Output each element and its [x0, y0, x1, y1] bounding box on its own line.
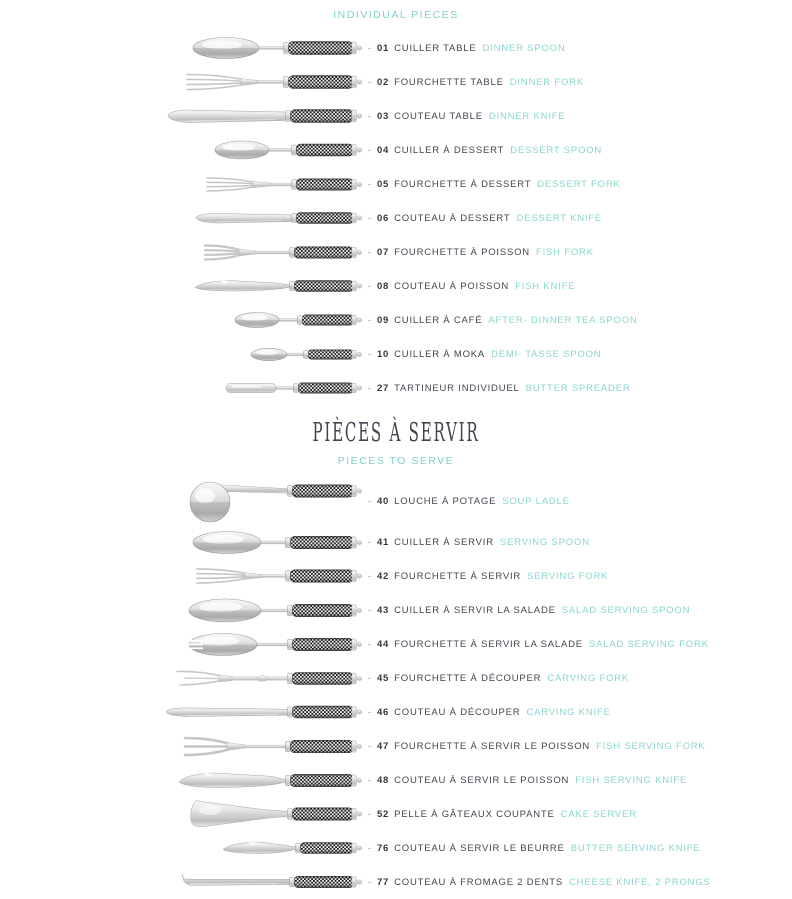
fish-serving-knife-icon	[0, 770, 368, 791]
product-name-en: SALAD SERVING FORK	[588, 638, 709, 650]
product-row	[0, 593, 792, 627]
dessert-knife-icon	[0, 210, 368, 226]
product-code: 52	[376, 808, 390, 820]
product-name-fr: COUTEAU À FROMAGE 2 DENTS	[394, 876, 563, 888]
carving-knife-icon	[0, 704, 368, 720]
serving-fork-icon	[0, 564, 368, 588]
product-row	[0, 865, 792, 899]
product-name-fr: CUILLER À SERVIR LA SALADE	[394, 604, 556, 616]
product-name-en: CARVING KNIFE	[526, 706, 611, 718]
dessert-fork-icon	[0, 173, 368, 196]
product-code: 40	[376, 496, 390, 507]
bullet-dash: -	[368, 42, 372, 54]
product-row	[0, 729, 792, 763]
individual-pieces-list	[0, 31, 792, 405]
section-individual-pieces	[0, 8, 792, 405]
product-name-fr: PELLE À GÂTEAUX COUPANTE	[394, 808, 555, 820]
bullet-dash: -	[368, 314, 372, 326]
product-name-fr: FOURCHETTE À SERVIR LE POISSON	[394, 740, 591, 752]
product-row	[0, 235, 792, 269]
product-row	[0, 133, 792, 167]
product-name-en: DESSERT FORK	[537, 178, 621, 190]
product-row	[0, 831, 792, 865]
product-name-en: AFTER- DINNER TEA SPOON	[488, 314, 638, 326]
product-row	[0, 478, 792, 525]
product-row	[0, 763, 792, 797]
bullet-dash: -	[368, 76, 372, 88]
product-row	[0, 559, 792, 593]
section-subtitle: INDIVIDUAL PIECES	[333, 9, 459, 21]
product-code: 27	[376, 382, 390, 394]
product-row	[0, 65, 792, 99]
bullet-dash: -	[368, 536, 372, 548]
product-name-en: SERVING SPOON	[499, 536, 590, 548]
dinner-spoon-icon	[0, 33, 368, 63]
product-code: 05	[376, 178, 390, 190]
product-name-en: DINNER SPOON	[482, 42, 566, 54]
bullet-dash: -	[368, 246, 372, 258]
product-name-fr: FOURCHETTE À SERVIR LA SALADE	[394, 638, 583, 650]
product-code: 10	[376, 348, 390, 360]
product-row	[0, 525, 792, 559]
soup-ladle-icon	[0, 480, 368, 524]
bullet-dash: -	[368, 638, 372, 650]
serving-pieces-list	[0, 478, 792, 899]
product-name-fr: FOURCHETTE À POISSON	[394, 246, 530, 258]
bullet-dash: -	[368, 280, 372, 292]
product-name-en: SERVING FORK	[527, 570, 609, 582]
product-name-fr: CUILLER À SERVIR	[394, 536, 494, 548]
section-subtitle: PIECES TO SERVE	[337, 455, 455, 467]
product-row	[0, 269, 792, 303]
product-code: 44	[376, 638, 390, 650]
bullet-dash: -	[368, 706, 372, 718]
product-row	[0, 661, 792, 695]
product-row	[0, 695, 792, 729]
product-name-en: DEMI- TASSE SPOON	[491, 348, 602, 360]
product-row	[0, 201, 792, 235]
serving-spoon-icon	[0, 528, 368, 557]
product-code: 03	[376, 110, 390, 122]
product-row	[0, 167, 792, 201]
product-name-en: SALAD SERVING SPOON	[561, 604, 691, 616]
bullet-dash: -	[368, 740, 372, 752]
bullet-dash: -	[368, 672, 372, 684]
product-name-fr: COUTEAU À DÉCOUPER	[394, 706, 521, 718]
product-name-fr: TARTINEUR INDIVIDUEL	[394, 382, 520, 394]
section-pieces-to-serve	[0, 418, 792, 899]
product-name-en: FISH SERVING KNIFE	[575, 774, 688, 786]
product-name-en: CHEESE KNIFE, 2 PRONGS	[569, 876, 711, 888]
cake-server-icon	[0, 799, 368, 829]
product-name-en: DINNER FORK	[509, 76, 584, 88]
salad-serving-fork-icon	[0, 630, 368, 659]
product-name-en: SOUP LADLE	[502, 496, 570, 507]
fish-fork-icon	[0, 241, 368, 264]
product-row	[0, 371, 792, 405]
butter-serving-knife-icon	[0, 839, 368, 857]
product-name-en: BUTTER SPREADER	[525, 382, 631, 394]
product-row	[0, 627, 792, 661]
bullet-dash: -	[368, 212, 372, 224]
product-name-en: DESSERT KNIFE	[516, 212, 603, 224]
product-name-en: DESSERT SPOON	[510, 144, 603, 156]
product-code: 01	[376, 42, 390, 54]
product-name-en: DINNER KNIFE	[488, 110, 566, 122]
bullet-dash: -	[368, 144, 372, 156]
bullet-dash: -	[368, 348, 372, 360]
product-row	[0, 99, 792, 133]
moka-spoon-icon	[0, 346, 368, 363]
product-code: 45	[376, 672, 390, 684]
bullet-dash: -	[368, 178, 372, 190]
product-name-fr: COUTEAU À SERVIR LE BEURRE	[394, 842, 565, 854]
butter-spreader-icon	[0, 380, 368, 396]
dinner-knife-icon	[0, 106, 368, 126]
product-code: 42	[376, 570, 390, 582]
product-code: 08	[376, 280, 390, 292]
product-code: 76	[376, 842, 390, 854]
product-name-en: FISH KNIFE	[515, 280, 576, 292]
product-code: 43	[376, 604, 390, 616]
carving-fork-icon	[0, 667, 368, 690]
product-name-fr: CUILLER À MOKA	[394, 348, 486, 360]
product-row	[0, 337, 792, 371]
product-name-fr: COUTEAU À SERVIR LE POISSON	[394, 774, 570, 786]
bullet-dash: -	[368, 876, 372, 888]
product-name-fr: FOURCHETTE À DESSERT	[394, 178, 532, 190]
product-row	[0, 303, 792, 337]
product-name-fr: FOURCHETTE À SERVIR	[394, 570, 522, 582]
product-code: 04	[376, 144, 390, 156]
product-name-en: CARVING FORK	[547, 672, 630, 684]
product-code: 41	[376, 536, 390, 548]
product-name-en: FISH SERVING FORK	[596, 740, 706, 752]
product-code: 06	[376, 212, 390, 224]
product-name-fr: CUILLER À CAFÉ	[394, 314, 483, 326]
tea-spoon-icon	[0, 310, 368, 330]
product-row	[0, 797, 792, 831]
product-code: 09	[376, 314, 390, 326]
product-name-fr: COUTEAU À POISSON	[394, 280, 510, 292]
salad-serving-spoon-icon	[0, 596, 368, 625]
bullet-dash: -	[368, 570, 372, 582]
product-code: 46	[376, 706, 390, 718]
product-name-fr: FOURCHETTE À DÉCOUPER	[394, 672, 542, 684]
product-name-fr: FOURCHETTE TABLE	[394, 76, 504, 88]
product-name-fr: CUILLER À DESSERT	[394, 144, 505, 156]
bullet-dash: -	[368, 110, 372, 122]
product-name-en: CAKE SERVER	[560, 808, 637, 820]
product-name-fr: COUTEAU À DESSERT	[394, 212, 511, 224]
section-title: PIÈCES À SERVIR	[312, 418, 480, 448]
product-name-en: FISH FORK	[535, 246, 594, 258]
product-code: 48	[376, 774, 390, 786]
product-code: 07	[376, 246, 390, 258]
product-name-fr: LOUCHE À POTAGE	[394, 496, 497, 507]
dinner-fork-icon	[0, 69, 368, 95]
product-code: 47	[376, 740, 390, 752]
bullet-dash: -	[368, 808, 372, 820]
bullet-dash: -	[368, 604, 372, 616]
bullet-dash: -	[368, 774, 372, 786]
fish-serving-fork-icon	[0, 733, 368, 760]
product-name-fr: CUILLER TABLE	[394, 42, 477, 54]
bullet-dash: -	[368, 842, 372, 854]
fish-knife-icon	[0, 278, 368, 294]
bullet-dash: -	[368, 382, 372, 394]
product-row	[0, 31, 792, 65]
product-code: 02	[376, 76, 390, 88]
product-name-en: BUTTER SERVING KNIFE	[570, 842, 701, 854]
dessert-spoon-icon	[0, 137, 368, 163]
product-code: 77	[376, 876, 390, 888]
product-name-fr: COUTEAU TABLE	[394, 110, 483, 122]
bullet-dash: -	[368, 496, 372, 507]
cheese-knife-2-prongs-icon	[0, 871, 368, 893]
